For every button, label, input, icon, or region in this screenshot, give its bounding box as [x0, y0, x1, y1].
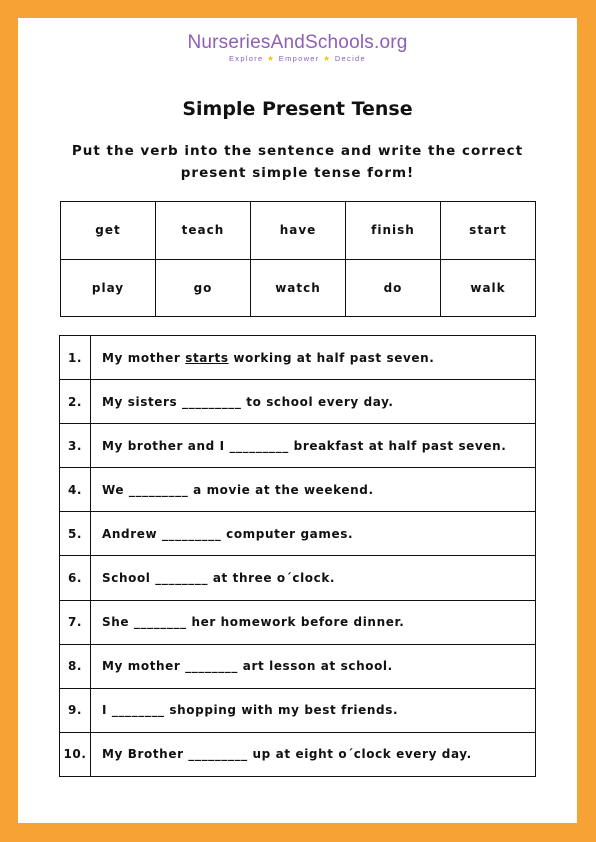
exercise-row: [60, 644, 536, 688]
sentence-start: My mother: [102, 350, 186, 365]
instructions-line-1: Put the verb into the sentence and write the correct: [71, 143, 524, 159]
tagline-explore: Explore: [229, 54, 264, 63]
page-title: Simple Present Tense: [182, 98, 413, 120]
exercise-number: 8.: [60, 644, 91, 688]
verb-cell: teach: [156, 202, 251, 260]
exercise-sentence: [91, 336, 536, 380]
exercise-row: [60, 600, 536, 644]
exercise-row: [60, 556, 536, 600]
verb-cell: do: [346, 259, 441, 317]
exercise-number: 9.: [60, 688, 91, 732]
verb-cell: play: [61, 259, 156, 317]
verb-cell: finish: [346, 202, 441, 260]
exercise-row: [60, 380, 536, 424]
sentence-end: working at half past seven.: [228, 350, 435, 365]
exercise-row: [60, 688, 536, 732]
verb-cell: get: [61, 202, 156, 260]
exercise-number: 2.: [60, 380, 91, 424]
star-icon: ★: [266, 54, 276, 63]
exercise-number: 6.: [60, 556, 91, 600]
exercise-number: 10.: [60, 732, 91, 776]
worksheet-page: [18, 18, 577, 823]
verb-cell: walk: [441, 259, 536, 317]
exercise-sentence: School ________ at three o´clock.: [91, 556, 536, 600]
exercise-sentence: I ________ shopping with my best friends.: [91, 688, 536, 732]
exercise-sentence: My sisters _________ to school every day.: [91, 380, 536, 424]
exercise-table: [59, 335, 536, 777]
exercise-row: [60, 468, 536, 512]
exercise-row: [60, 424, 536, 468]
star-icon: ★: [322, 54, 332, 63]
verb-row: [61, 259, 536, 317]
logo-tagline: [18, 54, 577, 64]
verb-bank-table: [60, 201, 536, 317]
exercise-row: [60, 336, 536, 380]
exercise-sentence: Andrew _________ computer games.: [91, 512, 536, 556]
exercise-sentence: She ________ her homework before dinner.: [91, 600, 536, 644]
exercise-number: 1.: [60, 336, 91, 380]
exercise-sentence: My brother and I _________ breakfast at half past seven.: [91, 424, 536, 468]
exercise-number: 5.: [60, 512, 91, 556]
exercise-number: 3.: [60, 424, 91, 468]
verb-cell: go: [156, 259, 251, 317]
example-answer: starts: [185, 350, 229, 365]
logo-name: NurseriesAndSchools.org: [187, 32, 408, 53]
verb-row: [61, 202, 536, 260]
tagline-empower: Empower: [278, 54, 320, 63]
tagline-decide: Decide: [334, 54, 366, 63]
exercise-sentence: My Brother _________ up at eight o´clock every day.: [91, 732, 536, 776]
exercise-number: 7.: [60, 600, 91, 644]
instructions-line-2: present simple tense form!: [180, 165, 415, 181]
verb-cell: start: [441, 202, 536, 260]
exercise-sentence: We _________ a movie at the weekend.: [91, 468, 536, 512]
exercise-row: [60, 512, 536, 556]
verb-cell: watch: [251, 259, 346, 317]
site-logo: [18, 32, 577, 64]
instructions: [18, 140, 577, 184]
exercise-number: 4.: [60, 468, 91, 512]
exercise-row: [60, 732, 536, 776]
exercise-sentence: My mother ________ art lesson at school.: [91, 644, 536, 688]
verb-cell: have: [251, 202, 346, 260]
